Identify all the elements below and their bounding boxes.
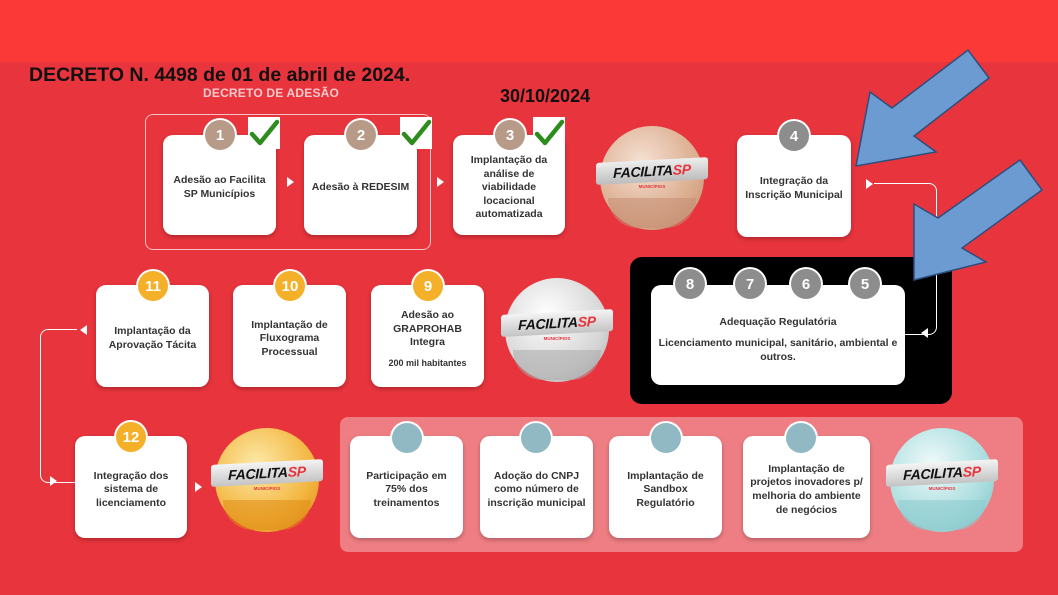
- step-2-badge: 2: [346, 120, 376, 150]
- step-9-badge: 9: [413, 271, 443, 301]
- step-2-card: [304, 135, 417, 235]
- step-3-text: Implantação da análise de viabilidade locacional automatizada: [470, 153, 548, 221]
- step-11-text: Implantação da Aprovação Tácita: [108, 325, 197, 351]
- step-2-text: Adesão à REDESIM: [311, 181, 410, 194]
- facilita-seal-gold: [215, 428, 319, 532]
- optional-3-badge: [651, 423, 681, 453]
- arrow-right-icon: [50, 476, 57, 486]
- step-1-badge: 1: [205, 120, 235, 150]
- step-12-text: Integração dos sistema de licenciamento: [93, 469, 169, 509]
- facilita-seal-bronze: [600, 126, 704, 230]
- optional-3-text: Implantação de Sandbox Regulatório: [627, 469, 704, 509]
- arrow-right-icon: [195, 482, 202, 492]
- seal-brand-suffix: SP: [287, 462, 306, 480]
- optional-4-text: Implantação de projetos inovadores p/ melhoria do ambiente de negócios: [750, 462, 863, 516]
- optional-2-text: Adoção do CNPJ como número de inscrição municipal: [487, 469, 586, 509]
- seal-brand: FACILITA: [613, 161, 673, 182]
- seal-sub: MUNICÍPIOS: [638, 184, 666, 189]
- arrow-left-icon: [80, 325, 87, 335]
- step-7-badge: 7: [735, 269, 765, 299]
- step-11-badge: 11: [138, 271, 168, 301]
- decree-subtitle: DECRETO DE ADESÃO: [203, 86, 340, 100]
- regulatory-text: Licenciamento municipal, sanitário, ambiental e outros.: [658, 337, 898, 363]
- seal-brand-suffix: SP: [577, 312, 596, 330]
- optional-2-badge: [521, 423, 551, 453]
- arrow-right-icon: [287, 177, 294, 187]
- optional-1-badge: [392, 423, 422, 453]
- step-9-text: Adesão ao GRAPROHAB Integra: [393, 308, 462, 349]
- step-1-text: Adesão ao Facilita SP Municípios: [173, 174, 266, 200]
- seal-sub: MUNICÍPIOS: [253, 486, 281, 491]
- seal-brand: FACILITA: [903, 463, 963, 484]
- step-1-card: [163, 135, 276, 235]
- facilita-seal-silver: [505, 278, 609, 382]
- optional-4-badge: [786, 423, 816, 453]
- check-icon: [400, 117, 432, 149]
- check-icon: [533, 117, 565, 149]
- seal-sub: MUNICÍPIOS: [928, 486, 956, 491]
- step-8-badge: 8: [675, 269, 705, 299]
- connector-line: [40, 329, 77, 483]
- step-4-text: Integração da Inscrição Municipal: [745, 175, 843, 201]
- arrow-right-icon: [866, 179, 873, 189]
- step-6-badge: 6: [791, 269, 821, 299]
- seal-brand: FACILITA: [518, 313, 578, 334]
- step-9-note: 200 mil habitantes: [388, 357, 467, 368]
- pointer-arrow-icon: [910, 158, 1050, 286]
- seal-sub: MUNICÍPIOS: [543, 336, 571, 341]
- step-5-badge: 5: [850, 269, 880, 299]
- decree-date: 30/10/2024: [500, 86, 591, 106]
- decree-title: DECRETO N. 4498 de 01 de abril de 2024.: [29, 64, 411, 86]
- step-12-badge: 12: [116, 422, 146, 452]
- step-4-badge: 4: [779, 121, 809, 151]
- arrow-left-icon: [921, 328, 928, 338]
- facilita-seal-teal: [890, 428, 994, 532]
- seal-brand: FACILITA: [228, 463, 288, 484]
- optional-1-text: Participação em 75% dos treinamentos: [366, 469, 447, 509]
- step-10-text: Implantação de Fluxograma Processual: [251, 318, 328, 358]
- step-3-badge: 3: [495, 120, 525, 150]
- seal-brand-suffix: SP: [962, 462, 981, 480]
- seal-brand-suffix: SP: [672, 160, 691, 178]
- arrow-right-icon: [437, 177, 444, 187]
- step-3-card: [453, 135, 565, 235]
- pointer-arrow-icon: [852, 48, 992, 173]
- regulatory-card: [651, 285, 905, 385]
- check-icon: [248, 117, 280, 149]
- step-10-badge: 10: [275, 271, 305, 301]
- regulatory-title: Adequação Regulatória: [719, 315, 837, 328]
